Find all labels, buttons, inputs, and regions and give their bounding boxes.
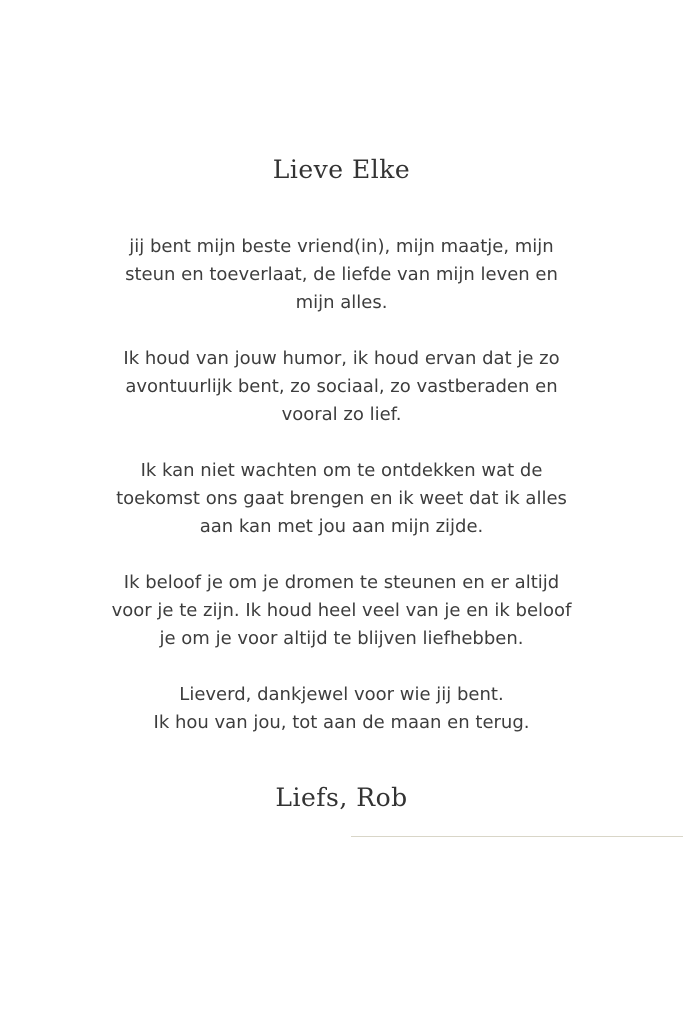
paragraph-line: jij bent mijn beste vriend(in), mijn maatje, mijn	[129, 236, 554, 257]
paragraph-line: toekomst ons gaat brengen en ik weet dat ik alles	[116, 488, 567, 509]
paragraph-line: vooral zo lief.	[281, 404, 402, 425]
paragraph-line: aan kan met jou aan mijn zijde.	[199, 516, 484, 537]
greeting-heading: Lieve Elke	[272, 155, 411, 184]
paragraph-line: avontuurlijk bent, zo sociaal, zo vastberaden en	[125, 376, 558, 397]
paragraph-line: je om je voor altijd te blijven liefhebben.	[159, 628, 524, 649]
paragraph-line: Lieverd, dankjewel voor wie jij bent.	[179, 684, 504, 705]
paragraph-line: mijn alles.	[295, 292, 388, 313]
paragraph-line: Ik beloof je om je dromen te steunen en er altijd	[123, 572, 560, 593]
paragraph-line: Ik kan niet wachten om te ontdekken wat de	[140, 460, 543, 481]
paragraph-line: voor je te zijn. Ik houd heel veel van je en ik beloof	[111, 600, 572, 621]
paragraph-line: Ik hou van jou, tot aan de maan en terug.	[153, 712, 530, 733]
paragraph-1	[80, 233, 603, 317]
paragraph-3	[80, 457, 603, 541]
paragraph-line: steun en toeverlaat, de liefde van mijn leven en	[125, 264, 558, 285]
paragraph-5	[80, 681, 603, 737]
paragraph-4	[80, 569, 603, 653]
paragraph-line: Ik houd van jouw humor, ik houd ervan dat je zo	[123, 348, 560, 369]
paragraph-2	[80, 345, 603, 429]
divider-line	[351, 836, 683, 837]
signoff-signature: Liefs, Rob	[275, 783, 408, 812]
message-body	[80, 233, 603, 737]
